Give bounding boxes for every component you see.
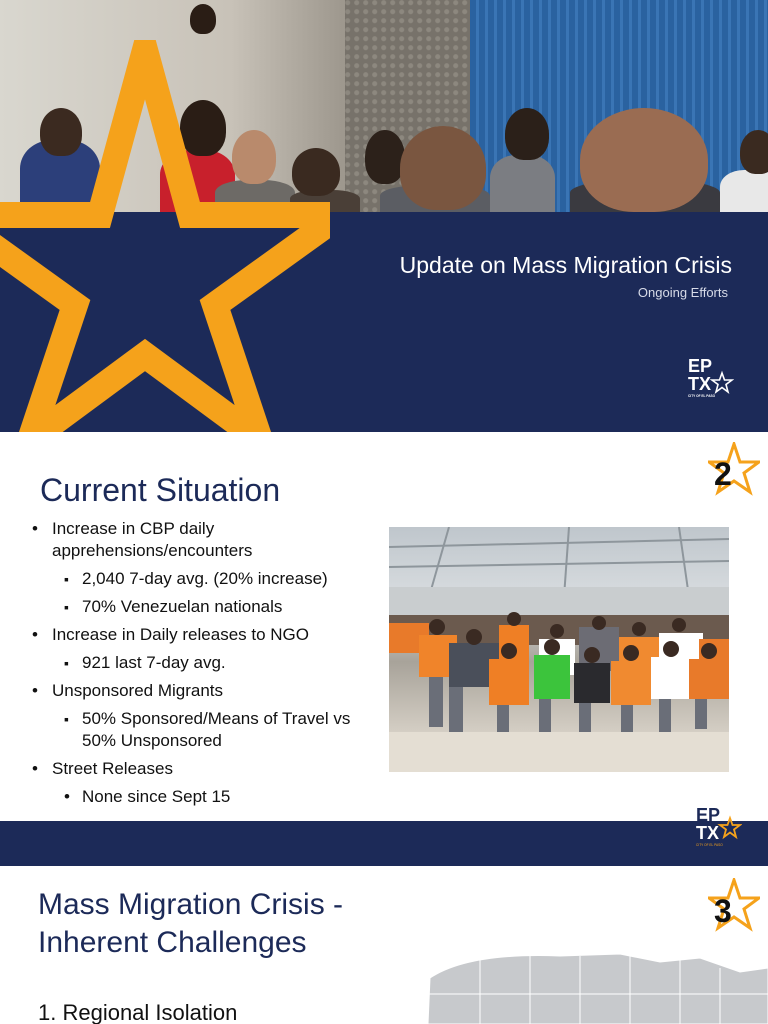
- current-situation-slide: [0, 432, 768, 866]
- logo-line2: TX: [696, 823, 720, 843]
- sub-bullet-item: ▪ 921 last 7-day avg.: [30, 652, 380, 674]
- sub-bullet-item: ▪ 70% Venezuelan nationals: [30, 596, 380, 618]
- bullet-list: [30, 518, 380, 814]
- footer-band: [0, 821, 768, 866]
- slide-heading: Current Situation: [40, 472, 281, 508]
- sub-bullet-item: ▪ 2,040 7-day avg. (20% increase): [30, 568, 380, 590]
- logo-line1: EP: [696, 805, 721, 825]
- logo-tagline: CITY OF EL PASO: [688, 394, 716, 398]
- slide-number-star-icon: [708, 878, 760, 934]
- bullet-item: • Increase in CBP daily apprehensions/encounters: [30, 518, 380, 562]
- logo-line2: TX: [688, 374, 712, 394]
- sub-bullet-item: ▪ 50% Sponsored/Means of Travel vs 50% Unsponsored: [30, 708, 380, 752]
- sub-bullet-item: • None since Sept 15: [30, 786, 380, 808]
- bullet-item: • Increase in Daily releases to NGO: [30, 624, 380, 646]
- challenge-item: 1. Regional Isolation: [38, 1000, 238, 1024]
- slide-number: 2: [714, 456, 732, 492]
- slide-number-star-icon: [708, 442, 760, 498]
- us-map: [420, 948, 768, 1024]
- presentation-title: Update on Mass Migration Crisis: [399, 252, 732, 278]
- bullet-item: • Street Releases: [30, 758, 380, 780]
- presentation-subtitle: Ongoing Efforts: [637, 285, 728, 300]
- eptx-logo: [694, 804, 742, 848]
- bullet-item: • Unsponsored Migrants: [30, 680, 380, 702]
- title-slide: [0, 0, 768, 432]
- logo-line1: EP: [688, 356, 713, 376]
- challenges-slide: [0, 866, 768, 1024]
- eptx-logo: [686, 355, 734, 399]
- logo-tagline: CITY OF EL PASO: [696, 843, 723, 847]
- gold-star-icon: [0, 40, 330, 432]
- slide-heading: Mass Migration Crisis - Inherent Challenges: [38, 888, 344, 959]
- migrant-center-photo: [389, 527, 729, 772]
- slide-number: 3: [714, 893, 732, 929]
